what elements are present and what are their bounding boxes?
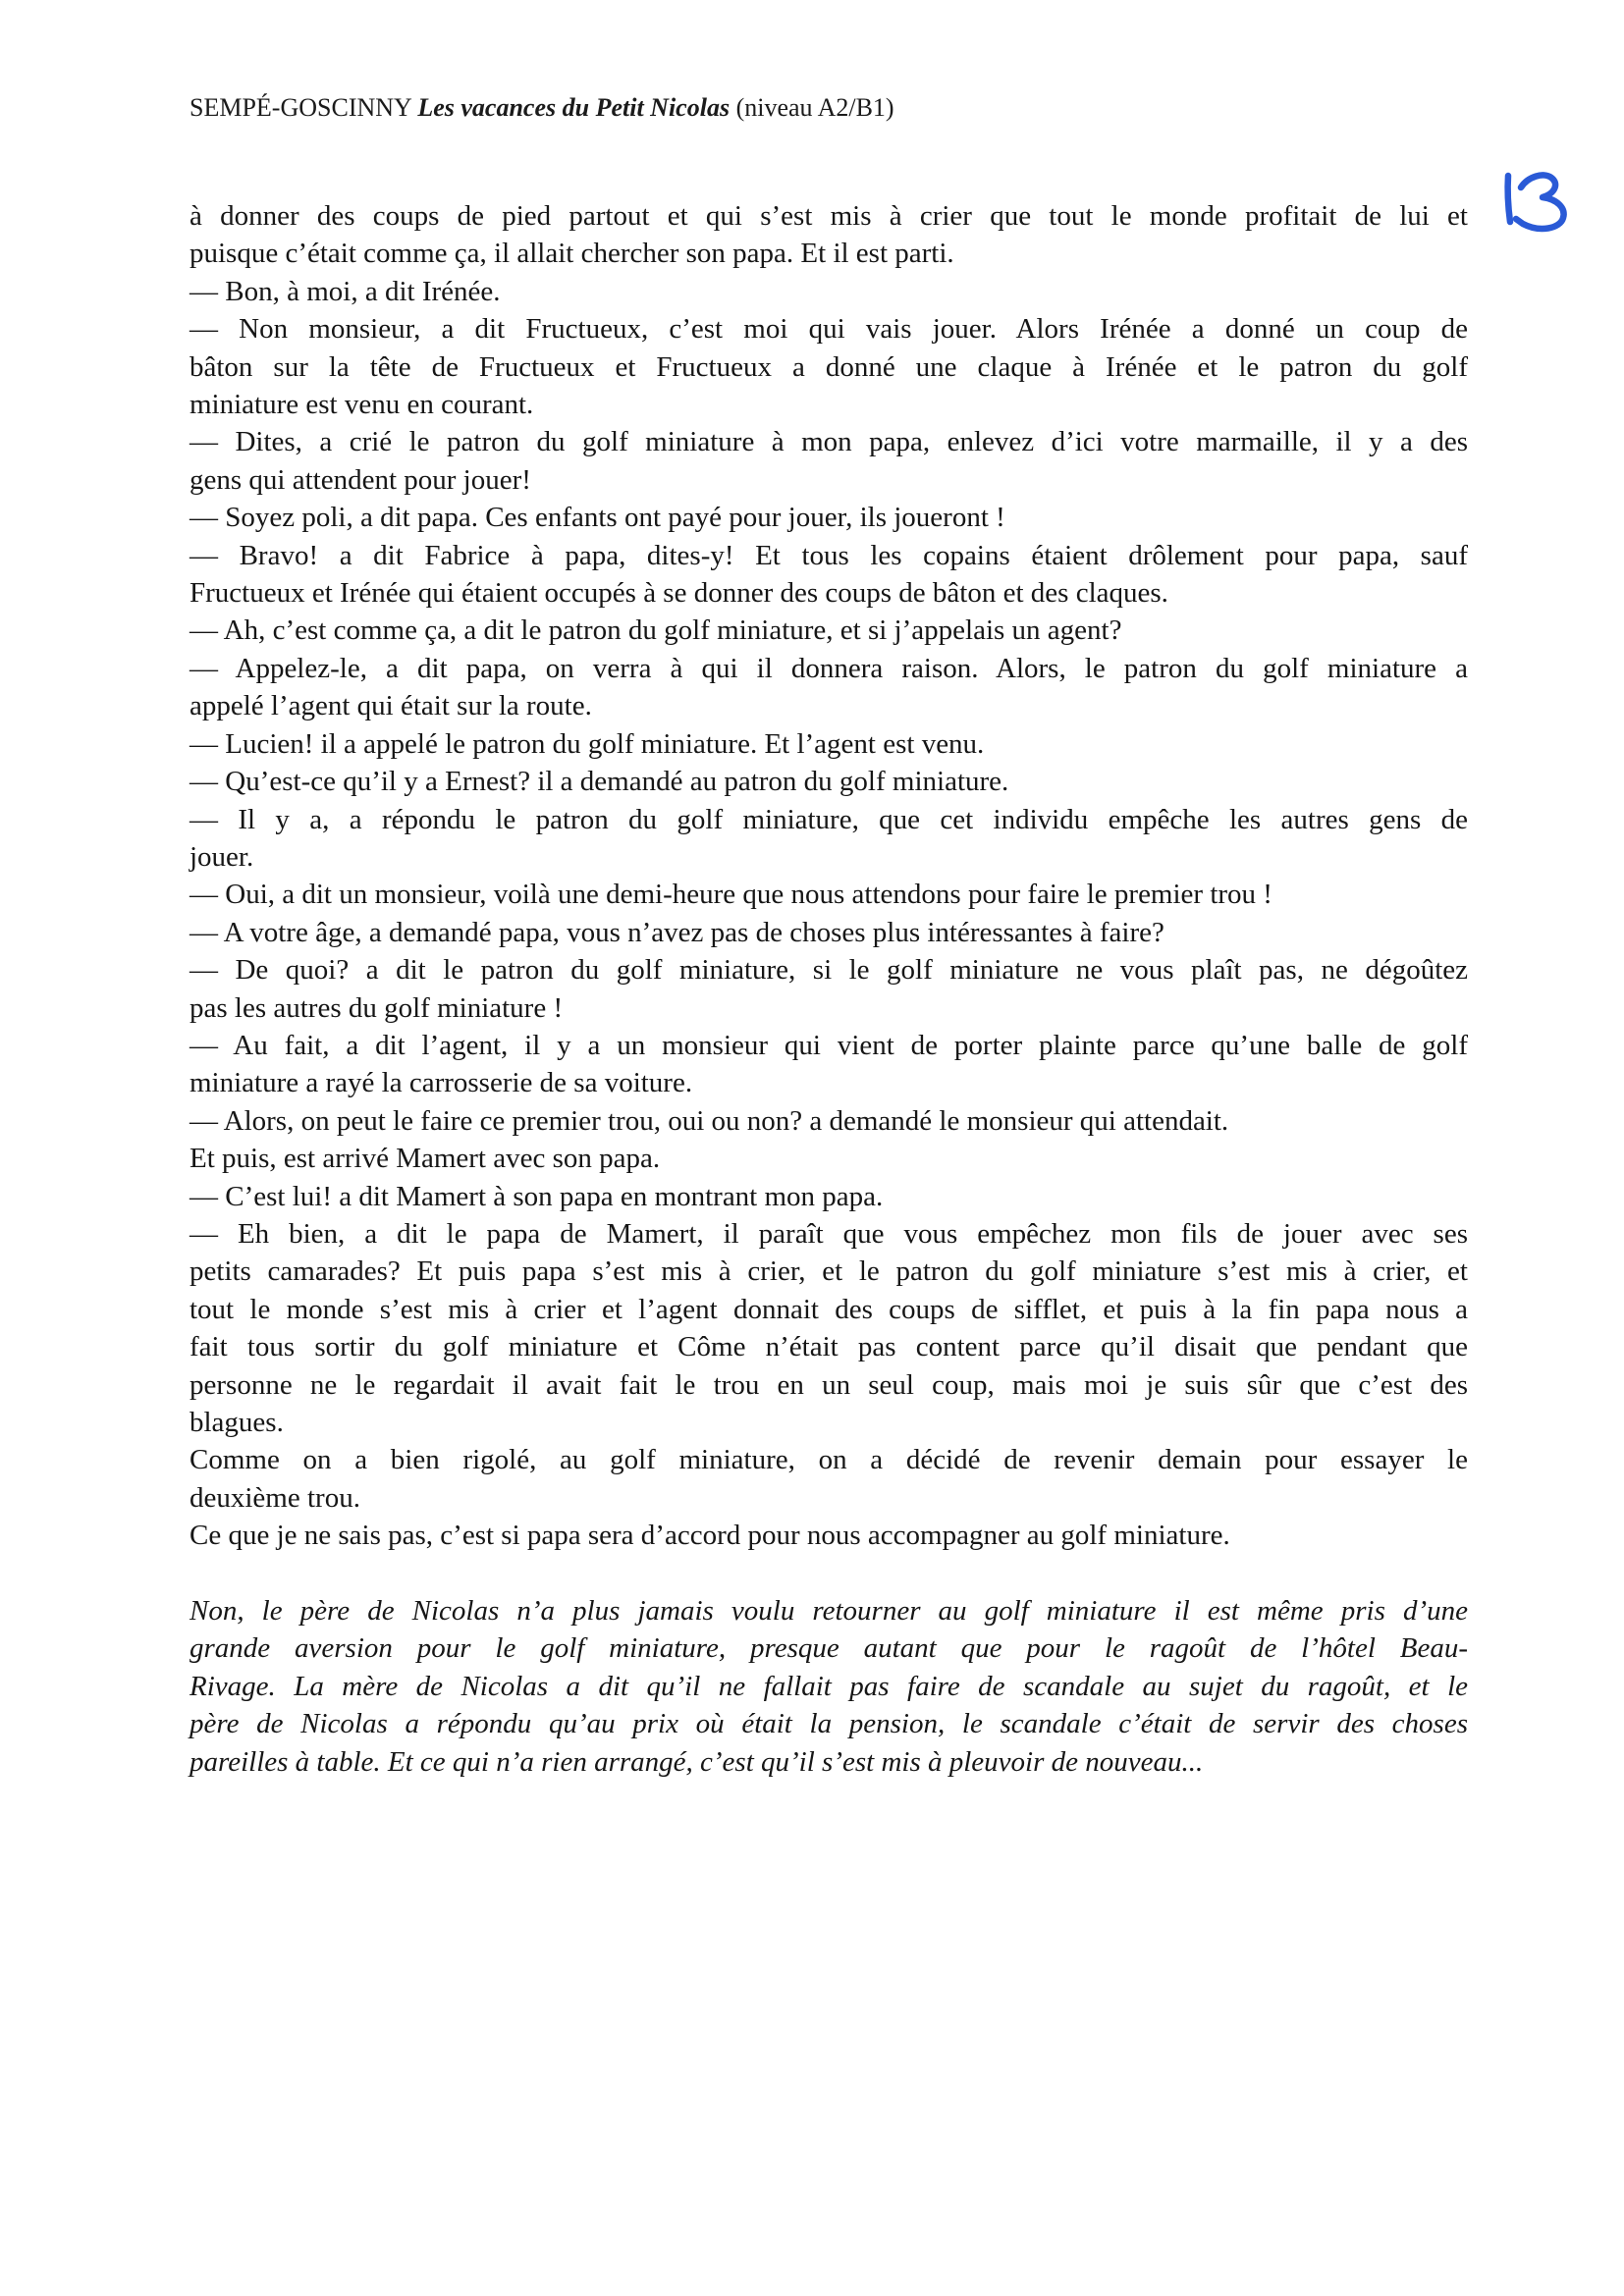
paragraph [189,537,1468,613]
paragraph [189,197,1468,273]
text-line: jouer. [189,840,254,873]
page-header [189,94,894,123]
paragraph [189,650,1468,725]
text-line: deuxième trou. [189,1481,360,1514]
text-line: Rivage. La mère de Nicolas a dit qu’il ne fallait pas faire de scandale au sujet du ragoût, et le [189,1670,1468,1702]
paragraph [189,763,1468,800]
text-line: personne ne le regardait il avait fait le trou en un seul coup, mais moi je suis sûr que c’est des [189,1368,1468,1401]
text-line: — Ah, c’est comme ça, a dit le patron du golf miniature, et si j’appelais un agent? [189,614,1122,647]
text-line: père de Nicolas a répondu qu’au prix où était la pension, le scandale c’était de servir des choses [189,1708,1468,1740]
text-line: tout le monde s’est mis à crier et l’agent donnait des coups de sifflet, et puis à la fin papa nous a [189,1293,1468,1325]
text-line: — Eh bien, a dit le papa de Mamert, il paraît que vous empêchez mon fils de jouer avec ses [189,1217,1468,1250]
paragraph [189,914,1468,951]
text-line: petits camarades? Et puis papa s’est mis à crier, et le patron du golf miniature s’est mis à crier, et [189,1255,1468,1288]
text-line: Non, le père de Nicolas n’a plus jamais voulu retourner au golf miniature il est même pris d’une [189,1595,1468,1628]
paragraph [189,876,1468,913]
text-line: — Bravo! a dit Fabrice à papa, dites-y! Et tous les copains étaient drôlement pour papa, sauf [189,539,1468,571]
text-line: pas les autres du golf miniature ! [189,991,564,1024]
text-line: — Alors, on peut le faire ce premier trou, oui ou non? a demandé le monsieur qui attendait. [189,1104,1229,1137]
handwritten-13-icon [1492,167,1583,240]
text-line: — Soyez poli, a dit papa. Ces enfants ont payé pour jouer, ils joueront ! [189,502,1005,534]
text-line: miniature a rayé la carrosserie de sa voiture. [189,1067,693,1099]
text-line: blagues. [189,1407,284,1438]
paragraph [189,612,1468,649]
paragraph [189,951,1468,1027]
paragraph [189,1215,1468,1441]
handwritten-page-number [1492,167,1583,240]
text-line: — A votre âge, a demandé papa, vous n’avez pas de choses plus intéressantes à faire? [189,916,1164,948]
paragraph [189,1517,1468,1554]
paragraph [189,1102,1468,1140]
text-line: — Au fait, a dit l’agent, il y a un monsieur qui vient de porter plainte parce qu’une balle de golf [189,1029,1468,1061]
paragraph [189,1027,1468,1102]
document-body [189,197,1468,1781]
text-line: — De quoi? a dit le patron du golf miniature, si le golf miniature ne vous plaît pas, ne dégoûtez [189,954,1468,987]
paragraph [189,801,1468,877]
text-line: appelé l’agent qui était sur la route. [189,690,592,722]
text-line: Ce que je ne sais pas, c’est si papa sera d’accord pour nous accompagner au golf miniature. [189,1520,1230,1552]
text-line: puisque c’était comme ça, il allait chercher son papa. Et il est parti. [189,238,954,270]
text-line: — Lucien! il a appelé le patron du golf miniature. Et l’agent est venu. [189,727,985,760]
paragraph [189,1592,1468,1781]
paragraph [189,273,1468,310]
text-line: pareilles à table. Et ce qui n’a rien arrangé, c’est qu’il s’est mis à pleuvoir de nouveau... [189,1745,1204,1778]
paragraph [189,310,1468,423]
text-line: grande aversion pour le golf miniature, presque autant que pour le ragoût de l’hôtel Beau- [189,1632,1468,1665]
paragraph [189,1178,1468,1215]
text-line: — Il y a, a répondu le patron du golf miniature, que cet individu empêche les autres gens de [189,803,1468,835]
header-author: SEMPÉ-GOSCINNY [189,93,411,122]
text-line: miniature est venu en courant. [189,389,534,421]
text-line: — Qu’est-ce qu’il y a Ernest? il a demandé au patron du golf miniature. [189,766,1009,798]
text-line: Fructueux et Irénée qui étaient occupés à se donner des coups de bâton et des claques. [189,577,1168,610]
paragraph [189,423,1468,499]
paragraph [189,725,1468,763]
text-line: Comme on a bien rigolé, au golf miniature, on a décidé de revenir demain pour essayer le [189,1444,1468,1476]
text-line: à donner des coups de pied partout et qui s’est mis à crier que tout le monde profitait de lui et [189,200,1468,232]
text-line: bâton sur la tête de Fructueux et Fructueux a donné une claque à Irénée et le patron du golf [189,350,1468,383]
text-line: Et puis, est arrivé Mamert avec son papa. [189,1143,661,1175]
text-line: — Appelez-le, a dit papa, on verra à qui il donnera raison. Alors, le patron du golf miniature a [189,652,1468,684]
text-line: — C’est lui! a dit Mamert à son papa en montrant mon papa. [189,1180,884,1212]
header-level: (niveau A2/B1) [735,93,894,122]
paragraph [189,1140,1468,1177]
text-line: — Bon, à moi, a dit Irénée. [189,275,501,307]
text-line: fait tous sortir du golf miniature et Côme n’était pas content parce qu’il disait que pendant que [189,1331,1468,1363]
text-line: — Dites, a crié le patron du golf miniature à mon papa, enlevez d’ici votre marmaille, il y a des [189,426,1468,458]
text-line: — Non monsieur, a dit Fructueux, c’est moi qui vais jouer. Alors Irénée a donné un coup de [189,313,1468,346]
paragraph [189,499,1468,536]
text-line: gens qui attendent pour jouer! [189,463,531,496]
header-book-title: Les vacances du Petit Nicolas [417,93,731,122]
paragraph [189,1441,1468,1517]
text-line: — Oui, a dit un monsieur, voilà une demi-heure que nous attendons pour faire le premier trou ! [189,879,1272,911]
